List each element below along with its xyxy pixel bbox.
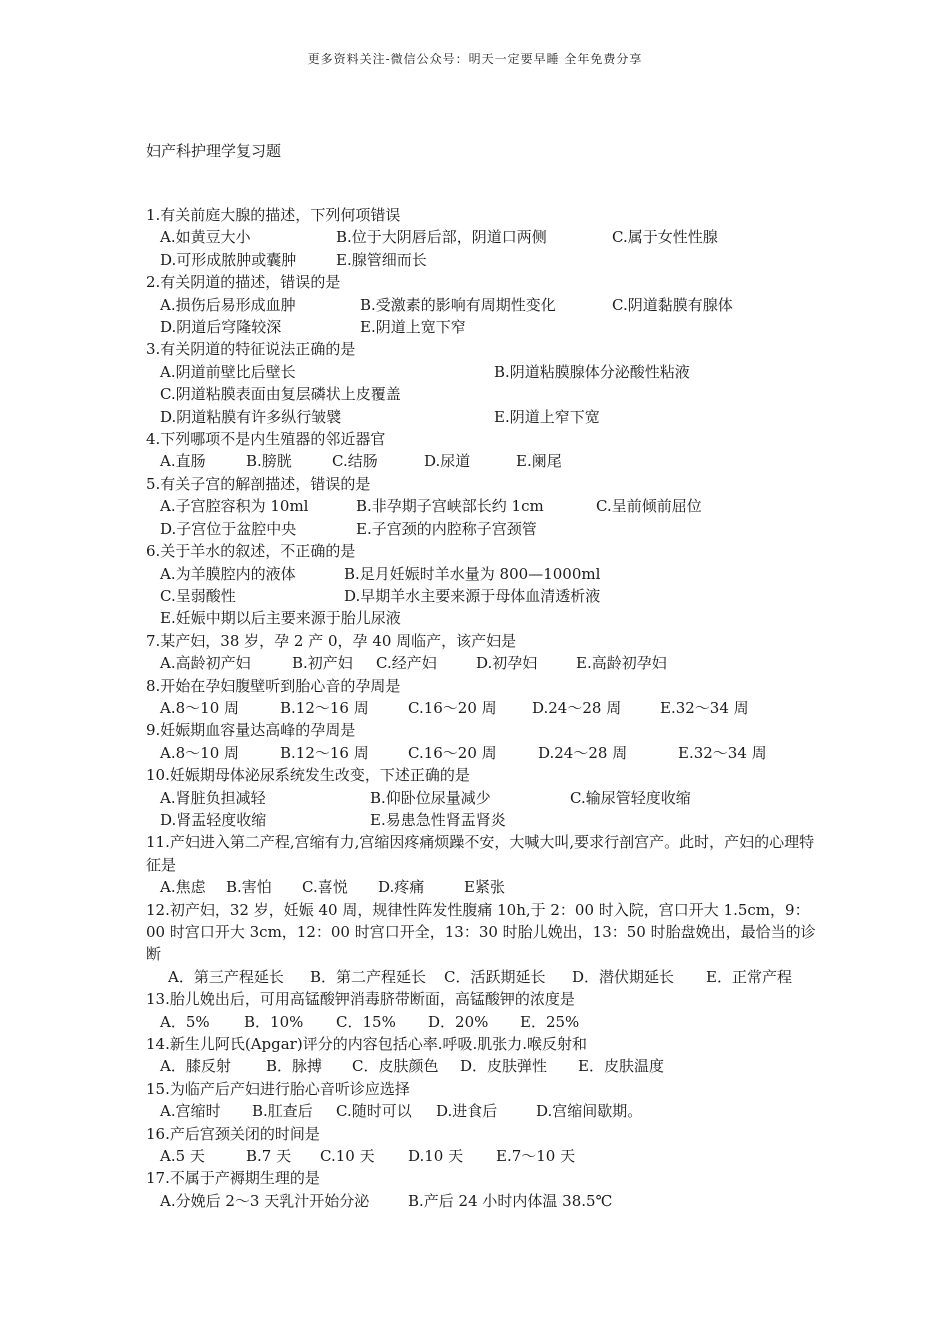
option-row (146, 607, 816, 629)
answer-option: A.分娩后 2～3 天乳汁开始分泌 (160, 1191, 370, 1210)
answer-option: E．皮肤温度 (578, 1057, 664, 1076)
answer-option: D.疼痛 (378, 878, 425, 897)
answer-option: B.仰卧位尿量减少 (370, 788, 491, 807)
answer-option: B.产后 24 小时内体温 38.5℃ (408, 1191, 613, 1210)
answer-option: B.12～16 周 (280, 743, 369, 762)
answer-option: D.可形成脓肿或囊肿 (160, 250, 297, 269)
question-stem: 4.下列哪项不是内生殖器的邻近器官 (146, 430, 386, 449)
answer-option: A.如黄豆大小 (160, 228, 251, 247)
question-stem: 15.为临产后产妇进行胎心音听诊应选择 (146, 1079, 410, 1098)
answer-option: D.阴道后穹隆较深 (160, 318, 282, 337)
answer-option: A.高龄初产妇 (160, 654, 251, 673)
question-stem: 1.有关前庭大腺的描述，下列何项错误 (146, 206, 401, 224)
question-stem: 11.产妇进入第二产程,宫缩有力,宫缩因疼痛烦躁不安，大喊大叫,要求行剖宫产。此时，产妇的心理特征是 (146, 833, 815, 874)
answer-option: B．10% (244, 1012, 304, 1031)
answer-option: D.尿道 (424, 452, 471, 471)
answer-option: A．膝反射 (160, 1057, 231, 1076)
option-row (146, 361, 816, 383)
option-row (146, 787, 816, 809)
answer-option: A．第三产程延长 (168, 967, 284, 986)
answer-option: D.进食后 (436, 1102, 498, 1121)
question-stem: 7.某产妇，38 岁，孕 2 产 0，孕 40 周临产，该产妇是 (146, 631, 517, 650)
answer-option: B.阴道粘膜腺体分泌酸性粘液 (494, 362, 690, 381)
answer-option: C.呈前倾前屈位 (596, 497, 702, 516)
answer-option: E.32～34 周 (678, 743, 767, 762)
answer-option: B.害怕 (226, 878, 272, 897)
answer-option: C.10 天 (320, 1147, 375, 1166)
answer-option: B.足月妊娠时羊水量为 800—1000ml (344, 564, 601, 583)
answer-option: E.腺管细而长 (336, 250, 427, 269)
answer-option: D.宫缩间歇期。 (536, 1102, 643, 1121)
question-stem: 16.产后宫颈关闭的时间是 (146, 1124, 320, 1143)
answer-option: B.位于大阴唇后部，阴道口两侧 (336, 228, 547, 247)
question-stem: 13.胎儿娩出后，可用高锰酸钾消毒脐带断面，高锰酸钾的浓度是 (146, 990, 575, 1009)
answer-option: E．正常产程 (706, 967, 792, 986)
answer-option: C．15% (336, 1012, 396, 1031)
question-stem: 2.有关阴道的描述，错误的是 (146, 273, 341, 292)
answer-option: B.7 天 (246, 1147, 292, 1166)
answer-option: A.5 天 (160, 1147, 205, 1166)
answer-option: A.肾脏负担减轻 (160, 788, 266, 807)
answer-option: B．第二产程延长 (310, 967, 427, 986)
question-stem: 6.关于羊水的叙述，不正确的是 (146, 542, 356, 561)
option-row (146, 383, 816, 405)
answer-option: A.8～10 周 (160, 698, 239, 717)
answer-option: E.易患急性肾盂肾炎 (370, 810, 506, 829)
option-row (146, 450, 816, 472)
answer-option: A.宫缩时 (160, 1102, 221, 1121)
answer-option: B.初产妇 (292, 654, 353, 673)
option-row (146, 585, 816, 607)
answer-option: B．脉搏 (266, 1057, 323, 1076)
answer-option: C.16～20 周 (408, 743, 497, 762)
option-row (146, 294, 816, 316)
question-stem: 9.妊娠期血容量达高峰的孕周是 (146, 721, 356, 740)
option-row (146, 1190, 816, 1212)
answer-option: C.输尿管轻度收缩 (570, 788, 691, 807)
answer-option: E.7～10 天 (496, 1147, 576, 1166)
answer-option: A.子宫腔容积为 10ml (160, 497, 309, 516)
answer-option: D．20% (428, 1012, 489, 1031)
answer-option: E紧张 (464, 878, 505, 897)
answer-option: E.阴道上宽下窄 (360, 318, 466, 337)
answer-option: D.肾盂轻度收缩 (160, 810, 267, 829)
answer-option: B.非孕期子宫峡部长约 1cm (356, 497, 544, 516)
answer-option: D．皮肤弹性 (460, 1057, 548, 1076)
page-header: 更多资料关注-微信公众号：明天一定要早睡 全年免费分享 (307, 52, 643, 66)
answer-option: C.阴道粘膜表面由复层磷状上皮覆盖 (160, 385, 401, 404)
question-stem: 14.新生儿阿氏(Apgar)评分的内容包括心率.呼吸.肌张力.喉反射和 (146, 1035, 588, 1054)
answer-option: E.32～34 周 (660, 698, 749, 717)
answer-option: A．5% (160, 1012, 210, 1031)
question-stem: 8.开始在孕妇腹壁听到胎心音的孕周是 (146, 676, 401, 695)
answer-option: B.肛查后 (252, 1102, 313, 1121)
option-row (146, 1055, 816, 1077)
option-row (146, 809, 816, 831)
question-stem: 3.有关阴道的特征说法正确的是 (146, 340, 356, 359)
option-row (146, 495, 816, 517)
answer-option: A.损伤后易形成血肿 (160, 295, 296, 314)
question-stem: 10.妊娠期母体泌尿系统发生改变，下述正确的是 (146, 766, 470, 785)
answer-option: A.为羊膜腔内的液体 (160, 564, 296, 583)
answer-option: E.子宫颈的内腔称子宫颈管 (356, 519, 537, 538)
answer-option: C.经产妇 (376, 654, 437, 673)
answer-option: C．活跃期延长 (444, 967, 546, 986)
option-row (146, 1100, 816, 1122)
answer-option: C.喜悦 (302, 878, 348, 897)
answer-option: A.8～10 周 (160, 743, 239, 762)
question-stem: 5.有关子宫的解剖描述，错误的是 (146, 474, 371, 493)
answer-option: B.膀胱 (246, 452, 292, 471)
option-row (146, 249, 816, 271)
question-stem: 12.初产妇，32 岁，妊娠 40 周，规律性阵发性腹痛 10h,于 2：00 时入院，宫口开大 1.5cm，9：00 时宫口开大 3cm，12：00 时宫口开全，13：30 时胎儿娩出，13：50 时胎盘娩出，最恰当的诊断 (146, 900, 816, 964)
option-row (146, 316, 816, 338)
answer-option: D.24～28 周 (532, 698, 622, 717)
answer-option: D.早期羊水主要来源于母体血清透析液 (344, 586, 601, 605)
option-row (146, 1011, 816, 1033)
answer-option: E.妊娠中期以后主要来源于胎儿尿液 (160, 609, 401, 628)
option-row (146, 966, 816, 988)
option-row (146, 876, 816, 898)
answer-option: D.10 天 (408, 1147, 464, 1166)
answer-option: E.高龄初孕妇 (576, 654, 667, 673)
answer-option: C.16～20 周 (408, 698, 497, 717)
answer-option: D．潜伏期延长 (572, 967, 675, 986)
answer-option: E.阴道上窄下宽 (494, 407, 600, 426)
question-list (146, 204, 816, 1212)
answer-option: C.随时可以 (336, 1102, 412, 1121)
answer-option: A.直肠 (160, 452, 206, 471)
option-row (146, 1145, 816, 1167)
answer-option: C.属于女性性腺 (612, 228, 718, 247)
option-row (146, 742, 816, 764)
answer-option: C.呈弱酸性 (160, 586, 236, 605)
option-row (146, 406, 816, 428)
answer-option: E．25% (520, 1012, 580, 1031)
option-row (146, 697, 816, 719)
answer-option: B.受激素的影响有周期性变化 (360, 295, 556, 314)
answer-option: D.24～28 周 (538, 743, 628, 762)
answer-option: A.焦虑 (160, 878, 206, 897)
answer-option: C.结肠 (332, 452, 378, 471)
answer-option: C.阴道黏膜有腺体 (612, 295, 733, 314)
answer-option: B.12～16 周 (280, 698, 369, 717)
answer-option: A.阴道前壁比后壁长 (160, 362, 296, 381)
answer-option: D.初孕妇 (476, 654, 538, 673)
document-title: 妇产科护理学复习题 (146, 142, 282, 160)
answer-option: C．皮肤颜色 (352, 1057, 439, 1076)
option-row (146, 226, 816, 248)
option-row (146, 652, 816, 674)
answer-option: D.子宫位于盆腔中央 (160, 519, 297, 538)
option-row (146, 563, 816, 585)
option-row (146, 518, 816, 540)
answer-option: E.阑尾 (516, 452, 562, 471)
answer-option: D.阴道粘膜有许多纵行皱襞 (160, 407, 342, 426)
question-stem: 17.不属于产褥期生理的是 (146, 1169, 320, 1188)
